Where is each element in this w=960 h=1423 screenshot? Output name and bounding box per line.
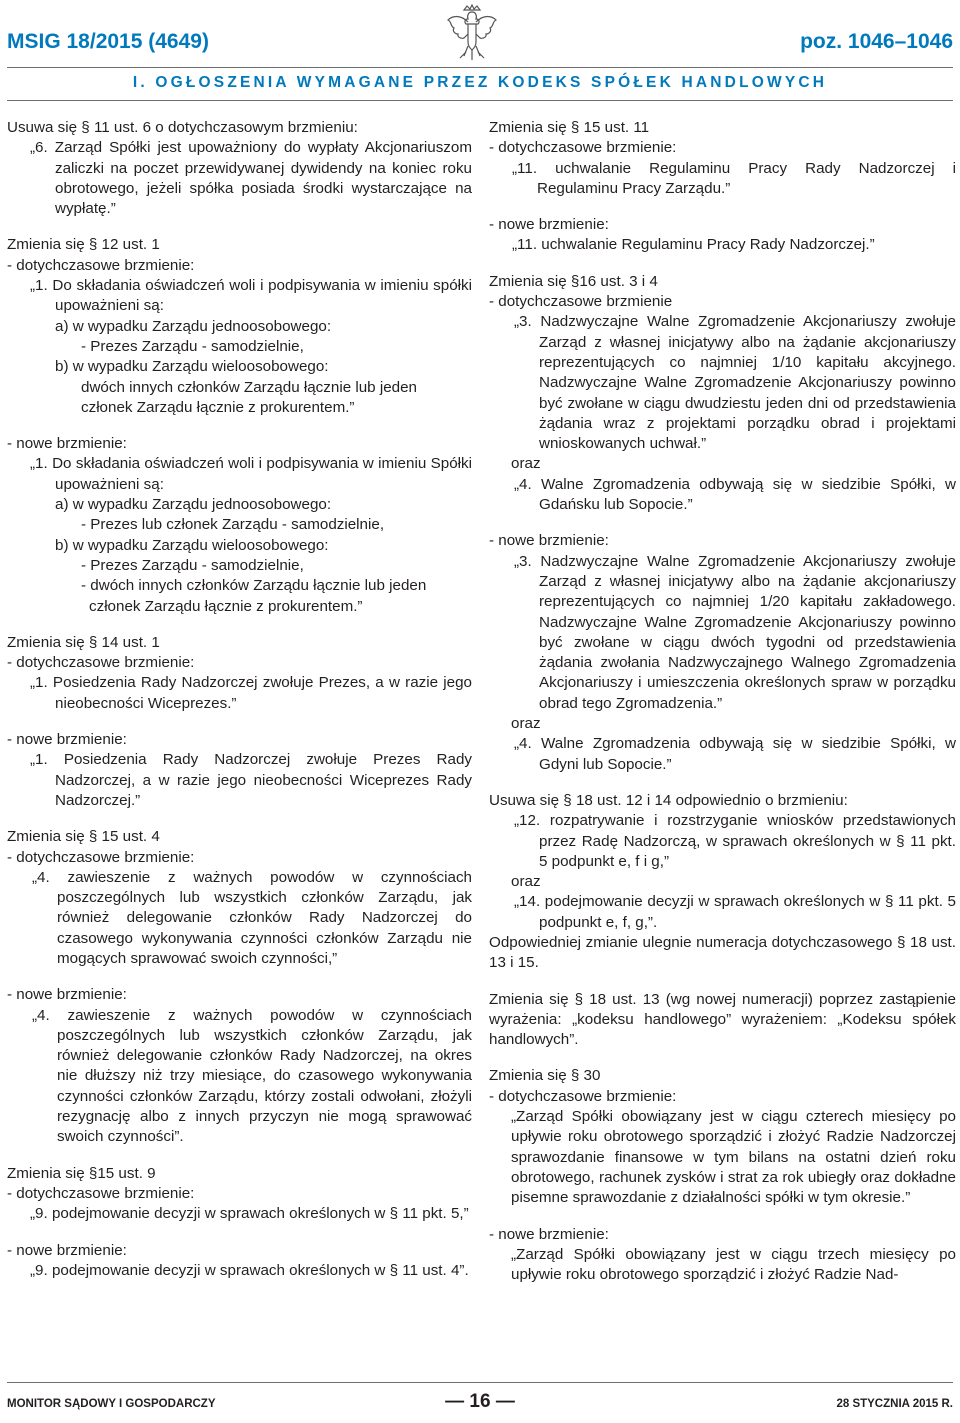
quoted-text: „9. podejmowanie decyzji w sprawach określonych w § 11 pkt. 5,” [30,1205,469,1223]
quoted-text: „1. Posiedzenia Rady Nadzorczej zwołuje Prezes Rady Nadzorczej, a w razie jego nieobecności Wiceprezes Rady Nadzorczej.” [30,751,472,809]
paragraph: Odpowiedniej zmianie ulegnie numeracja dotychczasowego § 18 ust. 13 i 15. [489,933,956,972]
quoted-text: „Zarząd Spółki obowiązany jest w ciągu trzech miesięcy po upływie roku obrotowego sporządzić i złożyć Radzie Nad- [511,1245,956,1284]
list-item: - Prezes Zarządu - samodzielnie, [81,337,304,355]
quoted-text: „4. zawieszenie z ważnych powodów w czynnościach poszczególnych lub wszystkich członków Zarządu, jak również delegowanie członków Rady Nadzorczej do czasowego wykonywania czynności członków Zarządu nie mogących sprawować swoich czynności,” [32,868,472,967]
version-label: - dotychczasowe brzmienie: [7,654,195,672]
version-label: - nowe brzmienie: [489,216,609,234]
quoted-text: „12. rozpatrywanie i rozstrzyganie wniosków przedstawionych przez Radę Nadzorczą, w sprawach określonych w § 11 pkt. 5 podpunkt e, f i g,” [514,812,956,870]
left-column [7,118,472,1281]
quoted-text: „3. Nadzwyczajne Walne Zgromadzenie Akcjonariuszy zwołuje Zarząd z własnej inicjatywy albo na żądanie akcjonariuszy reprezentujących co najmniej 1/20 kapitału zakładowego. Nadzwyczajne Walne Zgromadzenie Akcjonariuszy powinno być zwołane w ciągu dwóch tygodni od przedstawienia żądania zwołania Nadzwyczajnego Walnego Zgromadzenia Akcjonariuszy i umieszczenia określonych spraw w porządku obrad tego Zgromadzenia.” [514,552,956,712]
version-label: - nowe brzmienie: [7,986,127,1004]
right-column [489,118,956,1285]
amendment-heading: Zmienia się §16 ust. 3 i 4 [489,272,658,290]
quoted-text: „9. podejmowanie decyzji w sprawach określonych w § 11 ust. 4”. [30,1261,469,1279]
position-number: poz. 1046–1046 [800,30,953,53]
quoted-text: „11. uchwalanie Regulaminu Pracy Rady Nadzorczej.” [512,236,875,254]
list-item: b) w wypadku Zarządu wieloosobowego: [55,358,329,376]
publication-name: MONITOR SĄDOWY I GOSPODARCZY [7,1398,216,1410]
list-item: b) w wypadku Zarządu wieloosobowego: [55,536,329,554]
issue-number: MSIG 18/2015 (4649) [7,30,209,53]
version-label: - nowe brzmienie: [7,435,127,453]
amendment-heading: Zmienia się §15 ust. 9 [7,1164,156,1182]
amendment-heading: Usuwa się § 11 ust. 6 o dotychczasowym brzmieniu: [7,119,358,136]
page-header [0,0,960,105]
version-label: - dotychczasowe brzmienie: [489,1087,677,1105]
polish-eagle-icon [446,4,498,64]
amendment-heading: Zmienia się § 12 ust. 1 [7,236,160,254]
version-label: - nowe brzmienie: [7,1241,127,1259]
connector-word: oraz [511,715,541,733]
list-item: a) w wypadku Zarządu jednoosobowego: [55,317,332,335]
quoted-text: „1. Do składania oświadczeń woli i podpisywania w imieniu Spółki upoważnieni są: [30,455,472,493]
page-number: — 16 — [445,1391,515,1412]
list-item: a) w wypadku Zarządu jednoosobowego: [55,496,332,514]
amendment-heading: Zmienia się § 15 ust. 4 [7,828,160,846]
amendment-heading: Zmienia się § 15 ust. 11 [489,119,650,136]
quoted-text: „3. Nadzwyczajne Walne Zgromadzenie Akcjonariuszy zwołuje Zarząd z własnej inicjatywy albo na żądanie akcjonariuszy reprezentujących co najmniej 1/10 kapitału akcyjnego. Nadzwyczajne Walne Zgromadzenie Akcjonariuszy powinno być zwołane w ciągu dwudziestu jeden dni od przedstawienia żądania wraz z projektami porządku obrad i projektami wnioskowanych uchwał.” [514,313,956,453]
quoted-text: „14. podejmowanie decyzji w sprawach określonych w § 11 pkt. 5 podpunkt e, f, g,”. [514,893,956,931]
version-label: - dotychczasowe brzmienie: [489,139,677,157]
list-item: dwóch innych członków Zarządu łącznie lub jeden członek Zarządu łącznie z prokurentem.” [81,378,418,416]
quoted-text: „11. uchwalanie Regulaminu Pracy Rady Nadzorczej i Regulaminu Pracy Zarządu.” [512,159,956,197]
version-label: - dotychczasowe brzmienie: [7,1184,195,1202]
footer-divider [7,1382,953,1383]
paragraph: Zmienia się § 18 ust. 13 (wg nowej numeracji) poprzez zastąpienie wyrażenia: „kodeksu handlowego” wyrażeniem: „Kodeksu spółek handlowych”. [489,990,956,1049]
version-label: - nowe brzmienie: [489,532,609,550]
amendment-heading: Zmienia się § 14 ust. 1 [7,633,160,651]
section-title: I. OGŁOSZENIA WYMAGANE PRZEZ KODEKS SPÓŁEK HANDLOWYCH [132,74,828,91]
list-item: - Prezes lub członek Zarządu - samodzielnie, [81,516,385,534]
connector-word: oraz [511,873,541,891]
header-divider-bottom [7,100,953,101]
connector-word: oraz [511,455,541,473]
list-item: - dwóch innych członków Zarządu łącznie lub jeden członek Zarządu łącznie z prokurentem.” [81,577,427,615]
quoted-text: „Zarząd Spółki obowiązany jest w ciągu czterech miesięcy po upływie roku obrotowego sporządzić i złożyć Radzie Nadzorczej sprawozdanie finansowe w tym bilans na ostatni dzień roku obrotowego, rachunek zysków i strat za rok ubiegły oraz dokładne pisemne sprawozdanie z działalności spółki w tym okresie.” [511,1108,956,1207]
version-label: - nowe brzmienie: [489,1225,609,1243]
publication-date: 28 STYCZNIA 2015 R. [836,1398,953,1410]
version-label: - dotychczasowe brzmienie: [7,848,195,866]
version-label: - dotychczasowe brzmienie [489,293,673,311]
quoted-text: „6. Zarząd Spółki jest upoważniony do wypłaty Akcjonariuszom zaliczki na poczet przewidywanej dywidendy na koniec roku obrotowego, jeżeli spółka posiada środki wystarczające na wypłatę.” [30,139,472,218]
version-label: - dotychczasowe brzmienie: [7,256,195,274]
quoted-text: „4. Walne Zgromadzenia odbywają się w siedzibie Spółki, w Gdyni lub Sopocie.” [514,735,956,773]
list-item: - Prezes Zarządu - samodzielnie, [81,556,304,574]
quoted-text: „4. zawieszenie z ważnych powodów w czynnościach poszczególnych lub wszystkich członków Zarządu, jak również delegowanie członków Rady Nadzorczej, na okres nie dłuższy niż trzy miesiące, do czasowego wykonywania czynności członków Zarządu, którzy zostali odwołani, złożyli rezygnację albo z innych przyczyn nie mogą sprawować swoich czynności”. [32,1006,472,1146]
amendment-heading: Usuwa się § 18 ust. 12 i 14 odpowiednio o brzmieniu: [489,791,848,809]
quoted-text: „1. Posiedzenia Rady Nadzorczej zwołuje Prezes, a w razie jego nieobecności Wiceprezes.” [30,674,472,712]
amendment-heading: Zmienia się § 30 [489,1067,601,1085]
quoted-text: „4. Walne Zgromadzenia odbywają się w siedzibie Spółki, w Gdańsku lub Sopocie.” [514,475,956,514]
header-divider-top [7,67,953,68]
version-label: - nowe brzmienie: [7,731,127,749]
quoted-text: „1. Do składania oświadczeń woli i podpisywania w imieniu spółki upoważnieni są: [30,277,472,315]
